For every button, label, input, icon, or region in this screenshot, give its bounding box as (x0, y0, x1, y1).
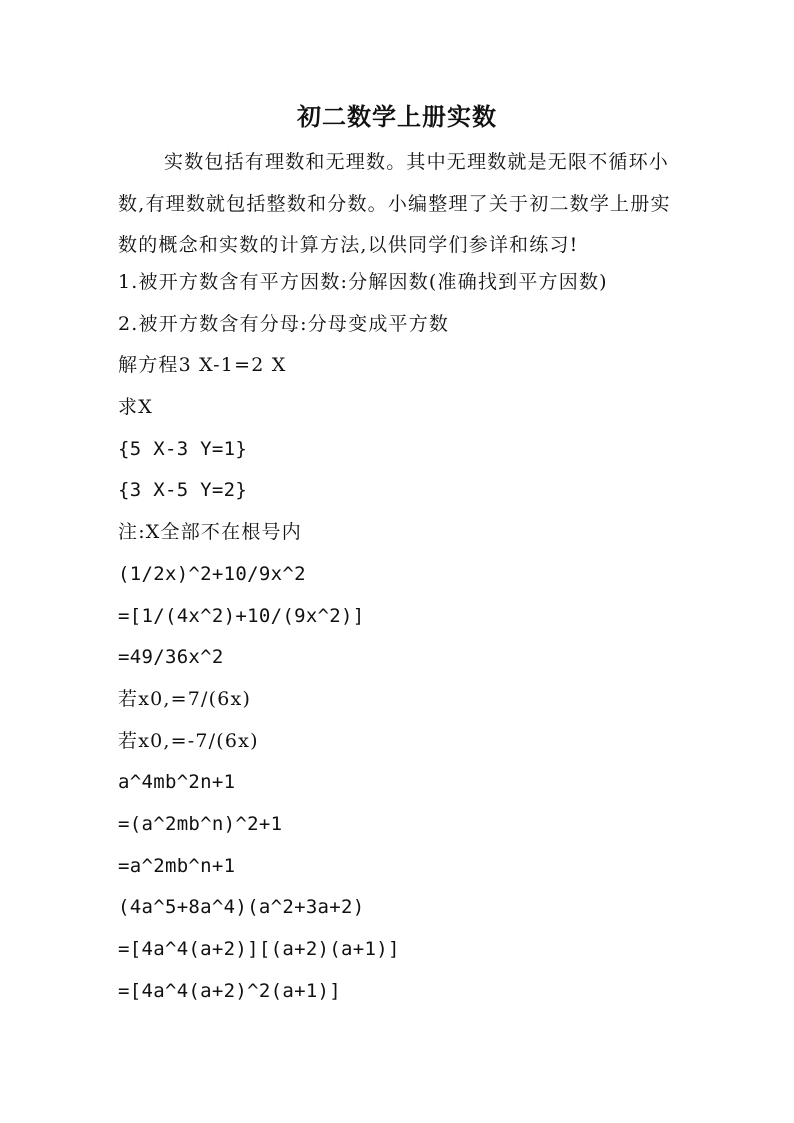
text-line: 求X (118, 396, 153, 419)
text-line: 解方程3 X-1=2 X (118, 354, 287, 377)
text-line: 1.被开方数含有平方因数:分解因数(准确找到平方因数) (118, 271, 608, 293)
text-line: 2.被开方数含有分母:分母变成平方数 (118, 312, 450, 335)
equation-line: =49/36x^2 (118, 646, 224, 669)
intro-paragraph (118, 142, 678, 267)
note-line: 注:X全部不在根号内 (118, 521, 302, 544)
equation-line: (1/2x)^2+10/9x^2 (118, 562, 306, 585)
equation-line: =[4a^4(a+2)^2(a+1)] (118, 979, 342, 1002)
page-title: 初二数学上册实数 (297, 102, 497, 131)
equation-line: (4a^5+8a^4)(a^2+3a+2) (118, 896, 365, 919)
equation-line: =a^2mb^n+1 (118, 854, 236, 877)
equation-line: =(a^2mb^n)^2+1 (118, 812, 283, 835)
equation-line: =[4a^4(a+2)][(a+2)(a+1)] (118, 938, 400, 960)
equation-line: 若x0,=-7/(6x) (118, 729, 259, 752)
content-lines (118, 262, 718, 1012)
equation-line: 若x0,=7/(6x) (118, 687, 252, 710)
equation-line: {3 X-5 Y=2} (118, 479, 248, 502)
equation-line: {5 X-3 Y=1} (118, 437, 248, 460)
equation-line: a^4mb^2n+1 (118, 771, 236, 794)
intro-text: 实数包括有理数和无理数。其中无理数就是无限不循环小数,有理数就包括整数和分数。小编整理了关于初二数学上册实数的概念和实数的计算方法,以供同学们参详和练习! (118, 151, 671, 256)
equation-line: =[1/(4x^2)+10/(9x^2)] (118, 604, 365, 627)
